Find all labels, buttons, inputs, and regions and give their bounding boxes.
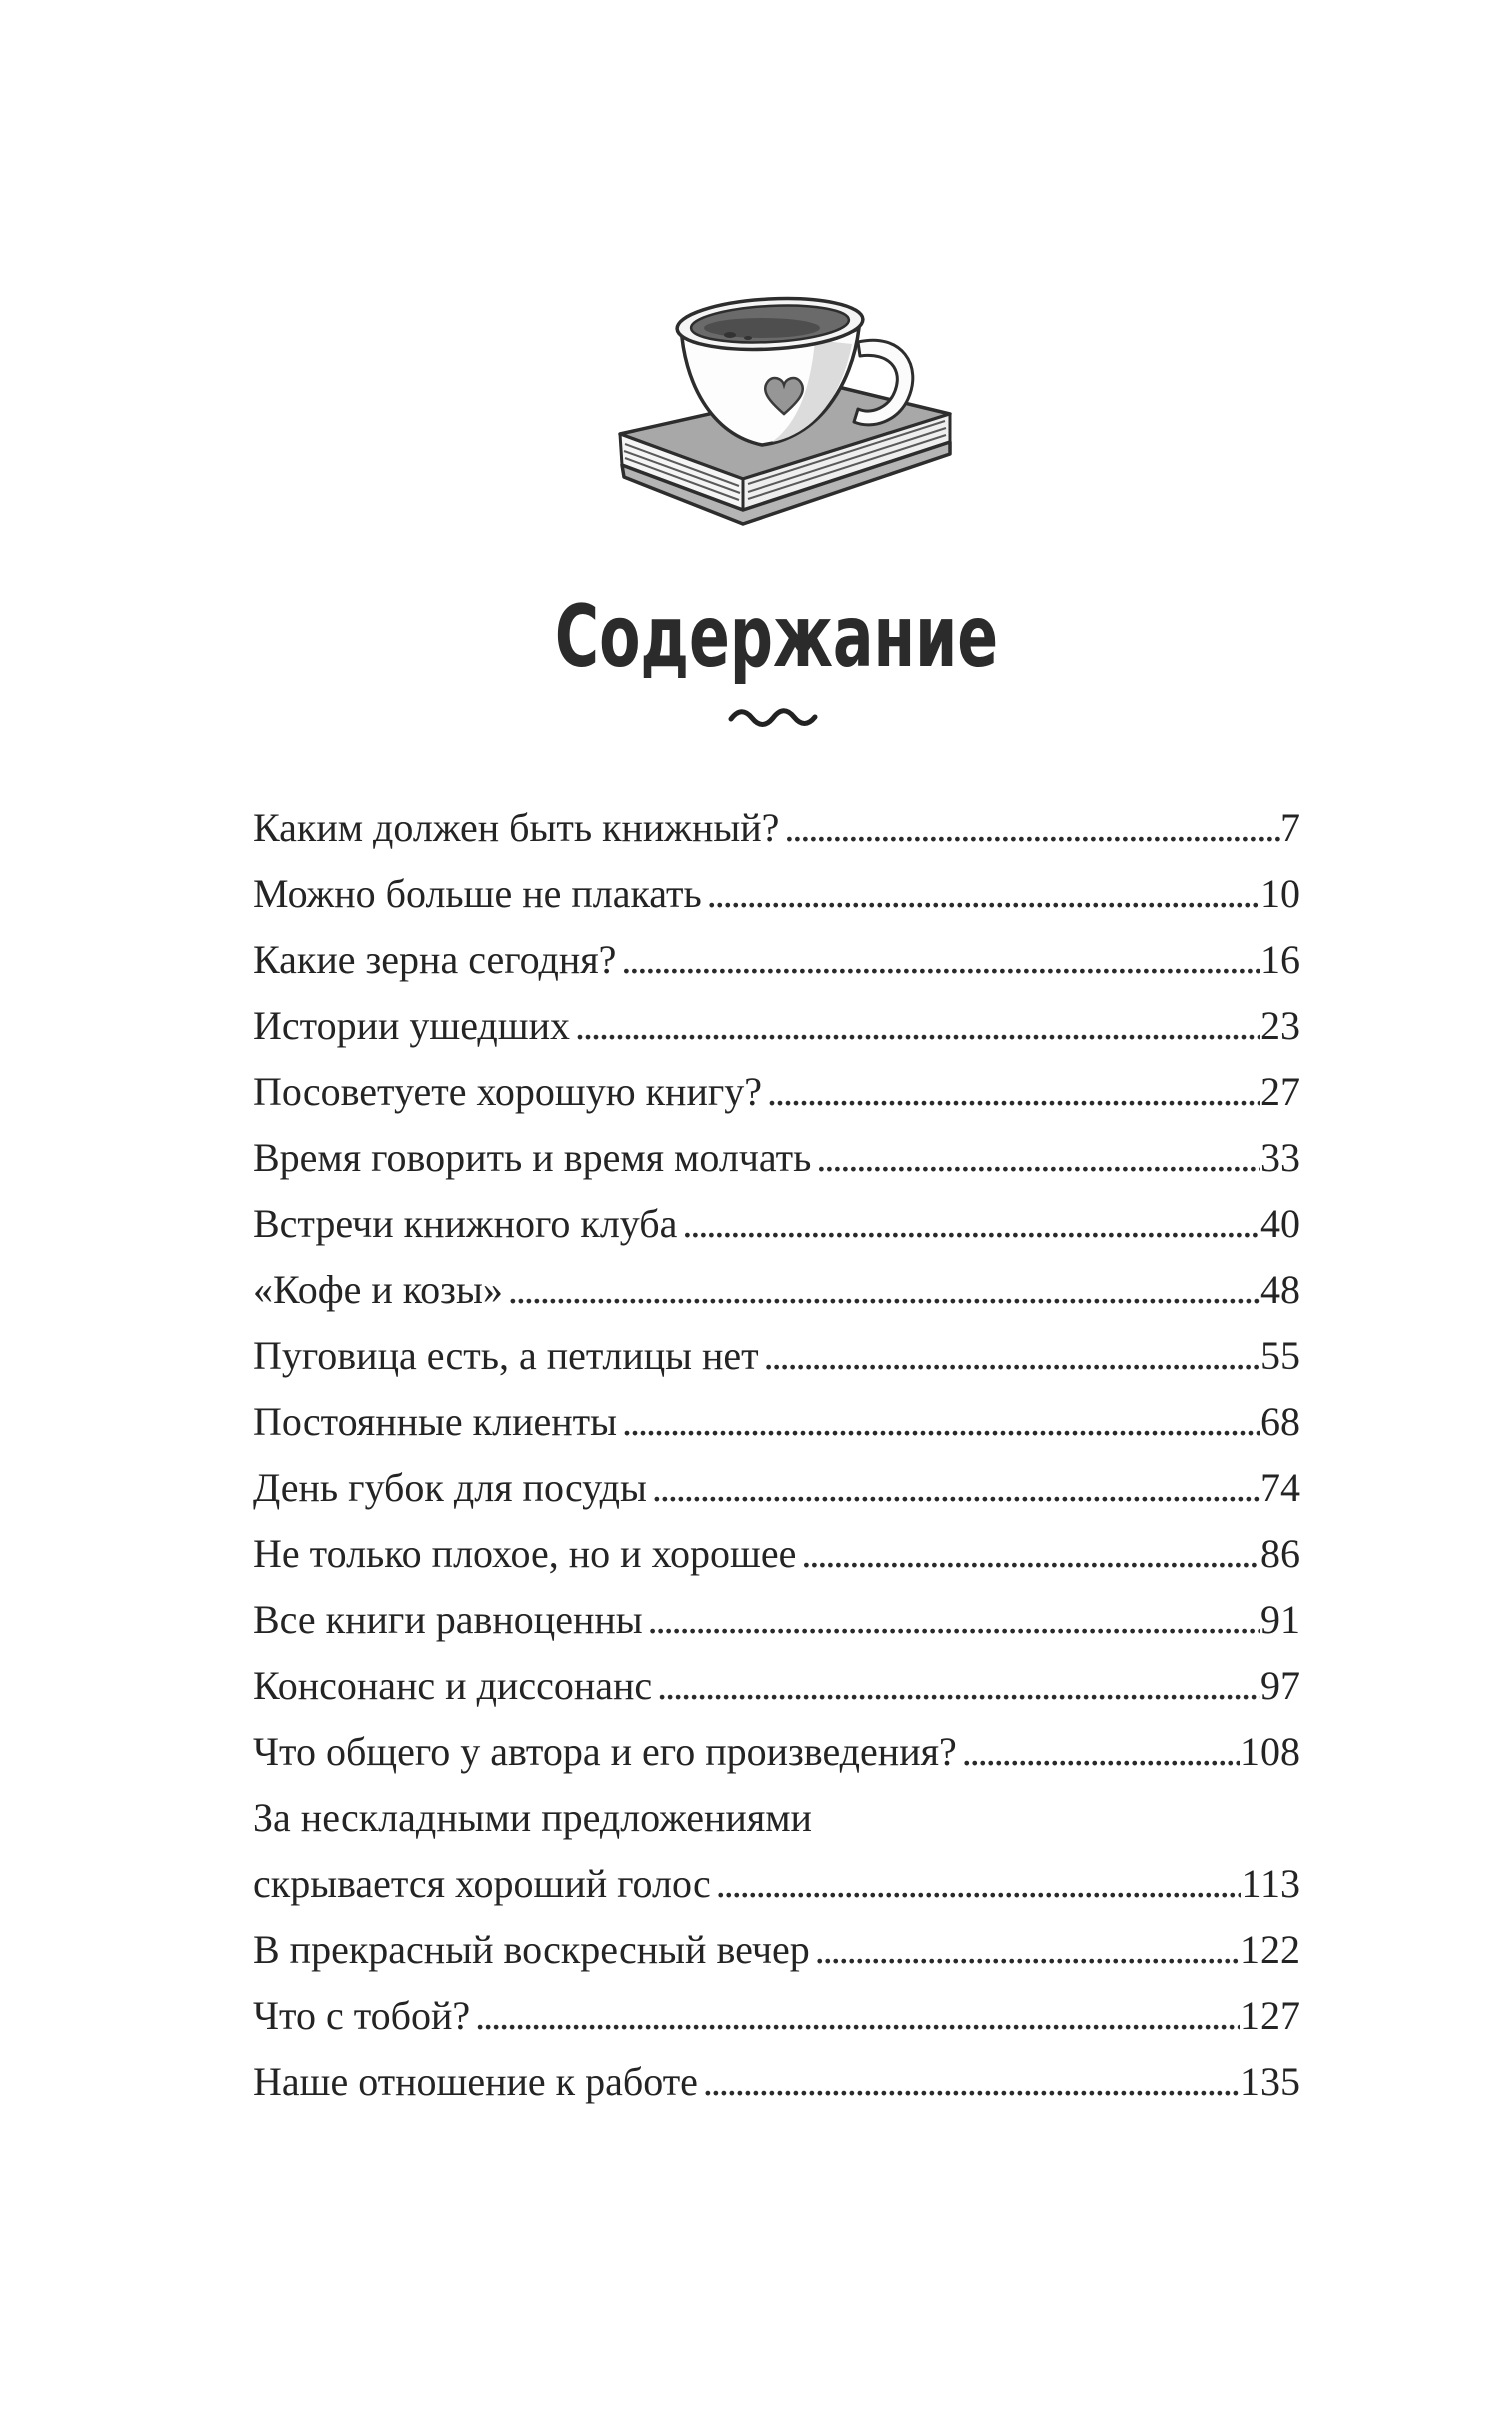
dot-leader bbox=[811, 1125, 1260, 1191]
toc-entry-page: 23 bbox=[1260, 1003, 1300, 1048]
toc-entry-page: 40 bbox=[1260, 1201, 1300, 1246]
toc-entry-title: Что общего у автора и его произведения? bbox=[253, 1729, 957, 1774]
toc-entry-page: 86 bbox=[1260, 1531, 1300, 1576]
dot-leader bbox=[643, 1587, 1260, 1653]
toc-entry-page: 91 bbox=[1260, 1597, 1300, 1642]
toc-entry bbox=[253, 1653, 1300, 1719]
toc-entry bbox=[253, 861, 1300, 927]
toc-entry-page: 16 bbox=[1260, 937, 1300, 982]
dot-leader bbox=[647, 1455, 1260, 1521]
coffee-dark bbox=[704, 318, 820, 338]
toc-entry-title: «Кофе и козы» bbox=[253, 1267, 503, 1312]
toc-entry-page: 48 bbox=[1260, 1267, 1300, 1312]
toc-entry-page: 68 bbox=[1260, 1399, 1300, 1444]
toc-entry bbox=[253, 795, 1300, 861]
toc-entry-page: 55 bbox=[1260, 1333, 1300, 1378]
toc-entry bbox=[253, 1125, 1300, 1191]
page-title: Содержание bbox=[554, 587, 999, 687]
toc-entry bbox=[253, 1587, 1300, 1653]
toc-entry-title: скрывается хороший голос bbox=[253, 1861, 711, 1906]
toc-entry-page: 113 bbox=[1241, 1861, 1300, 1906]
toc-entry-title: Время говорить и время молчать bbox=[253, 1135, 812, 1180]
toc-entry bbox=[253, 1389, 1300, 1455]
toc-entry-title: Все книги равноценны bbox=[253, 1597, 643, 1642]
wavy-divider bbox=[253, 703, 1300, 734]
toc-entry-page: 10 bbox=[1260, 871, 1300, 916]
toc-entry bbox=[253, 927, 1300, 993]
dot-leader bbox=[616, 927, 1260, 993]
toc-entry-title: Консонанс и диссонанс bbox=[253, 1663, 653, 1708]
dot-leader bbox=[711, 1851, 1242, 1917]
toc-entry-title: Посоветуете хорошую книгу? bbox=[253, 1069, 763, 1114]
toc-entry-wrapped-first-line bbox=[253, 1785, 1300, 1851]
toc-entry-page: 122 bbox=[1240, 1927, 1300, 1972]
toc-entry bbox=[253, 1191, 1300, 1257]
dot-leader bbox=[759, 1323, 1260, 1389]
toc-entry bbox=[253, 1917, 1300, 1983]
toc-entry-title: Встречи книжного клуба bbox=[253, 1201, 678, 1246]
dot-leader bbox=[503, 1257, 1260, 1323]
toc-entry bbox=[253, 1983, 1300, 2049]
dot-leader bbox=[957, 1719, 1240, 1785]
coffee-speck bbox=[724, 332, 736, 338]
toc-entry-page: 135 bbox=[1240, 2059, 1300, 2104]
toc-entry bbox=[253, 1719, 1300, 1785]
toc-entry-title: Какие зерна сегодня? bbox=[253, 937, 617, 982]
dot-leader bbox=[698, 2049, 1240, 2115]
dot-leader bbox=[702, 861, 1260, 927]
toc-entry-title: Каким должен быть книжный? bbox=[253, 805, 780, 850]
dot-leader bbox=[570, 993, 1260, 1059]
toc-entry-page: 97 bbox=[1260, 1663, 1300, 1708]
toc-entry-title: Наше отношение к работе bbox=[253, 2059, 698, 2104]
coffee-book-illustration bbox=[612, 286, 960, 530]
toc-entry bbox=[253, 2049, 1300, 2115]
wavy-line-path bbox=[731, 711, 815, 725]
toc-entry bbox=[253, 1455, 1300, 1521]
dot-leader bbox=[810, 1917, 1240, 1983]
toc-entry-title: Можно больше не плакать bbox=[253, 871, 702, 916]
toc-entry-title: Не только плохое, но и хорошее bbox=[253, 1531, 797, 1576]
toc-entry-title: Пуговица есть, а петлицы нет bbox=[253, 1333, 759, 1378]
toc-entry-title: Что с тобой? bbox=[253, 1993, 471, 2038]
dot-leader bbox=[779, 795, 1280, 861]
dot-leader bbox=[796, 1521, 1260, 1587]
toc-entry-page: 74 bbox=[1260, 1465, 1300, 1510]
toc-entry-page: 27 bbox=[1260, 1069, 1300, 1114]
coffee-speck bbox=[744, 336, 752, 340]
toc-entry bbox=[253, 993, 1300, 1059]
toc-entry-page: 108 bbox=[1240, 1729, 1300, 1774]
toc-entry bbox=[253, 1323, 1300, 1389]
dot-leader bbox=[762, 1059, 1260, 1125]
wavy-line-icon bbox=[727, 703, 827, 729]
dot-leader bbox=[652, 1653, 1260, 1719]
toc-entry bbox=[253, 1257, 1300, 1323]
toc-entry bbox=[253, 1521, 1300, 1587]
toc-list bbox=[253, 795, 1300, 2115]
dot-leader bbox=[677, 1191, 1260, 1257]
toc-entry-title: Истории ушедших bbox=[253, 1003, 570, 1048]
toc-entry bbox=[253, 1059, 1300, 1125]
toc-entry-page: 33 bbox=[1260, 1135, 1300, 1180]
toc-entry-page: 127 bbox=[1240, 1993, 1300, 2038]
toc-entry-title: День губок для посуды bbox=[253, 1465, 647, 1510]
dot-leader bbox=[617, 1389, 1260, 1455]
dot-leader bbox=[470, 1983, 1240, 2049]
toc-entry-wrapped-second-line bbox=[253, 1851, 1300, 1917]
toc-entry-page: 7 bbox=[1280, 805, 1300, 850]
toc-entry-title: Постоянные клиенты bbox=[253, 1399, 617, 1444]
toc-entry-title: За нескладными предложениями bbox=[253, 1795, 812, 1840]
toc-entry-title: В прекрасный воскресный вечер bbox=[253, 1927, 810, 1972]
